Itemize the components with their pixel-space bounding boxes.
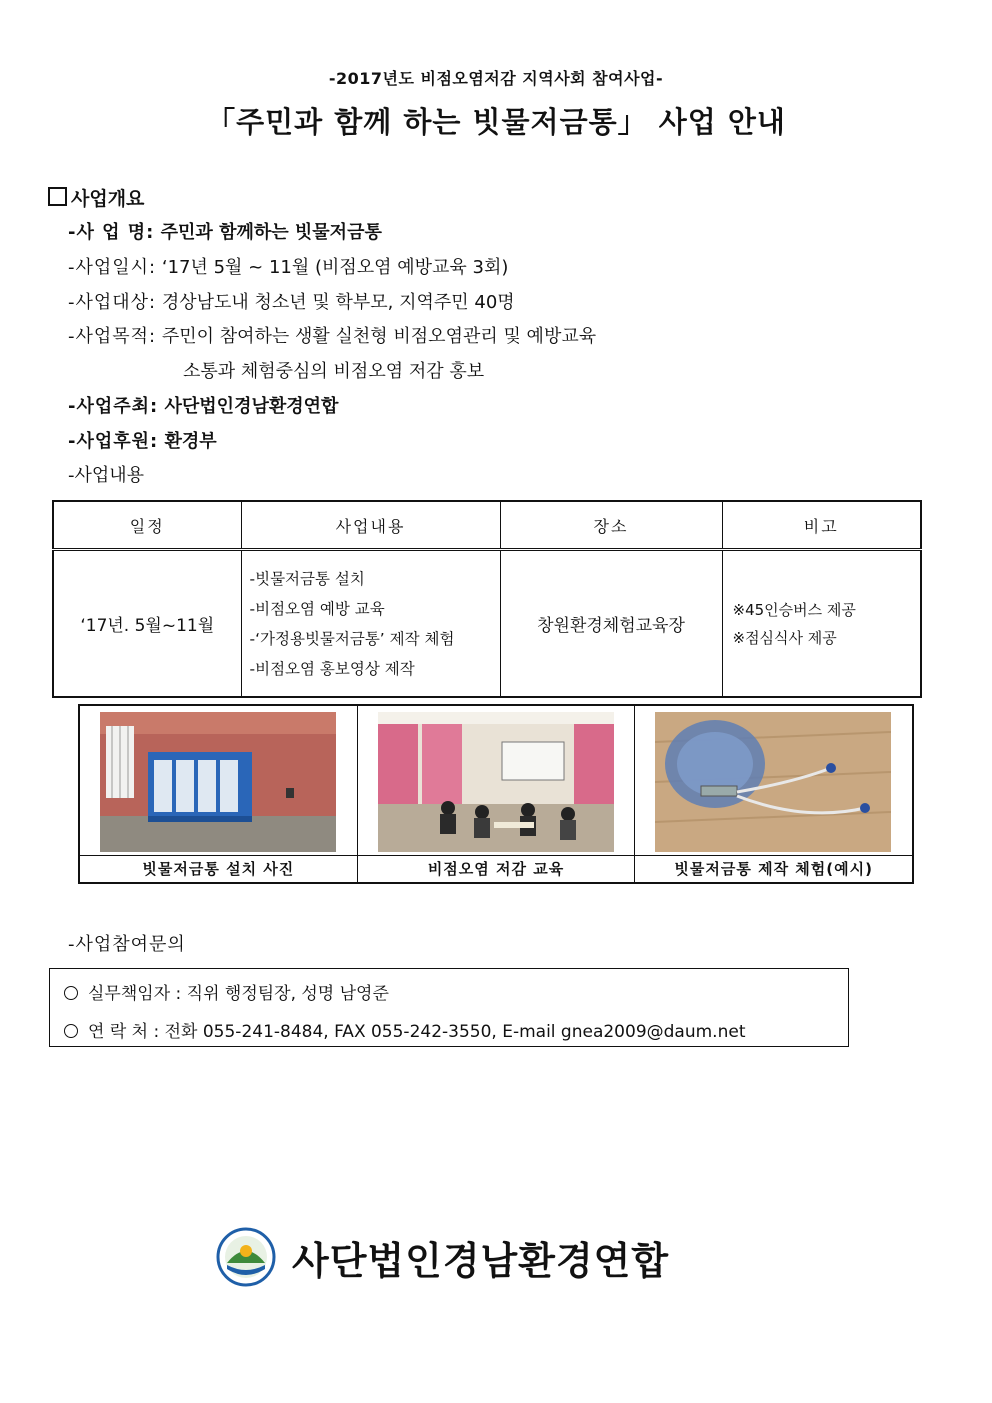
purpose-line-1: 주민이 참여하는 생활 실천형 비점오염관리 및 예방교육 — [161, 326, 597, 347]
overview-host-row — [68, 392, 338, 418]
photo-cell-education — [358, 706, 636, 882]
water-bottle-barrel-image — [655, 712, 891, 852]
photo-caption: 빗물저금통 설치 사진 — [142, 860, 295, 878]
organization-logo-icon — [216, 1227, 276, 1287]
content-item: -비점오염 홍보영상 제작 — [249, 659, 415, 678]
period-value: ‘17년 5월 ~ 11월 (비점오염 예방교육 3회) — [161, 257, 509, 278]
workshop-photo — [635, 706, 912, 856]
photo-cell-workshop — [635, 706, 912, 882]
schedule-table — [52, 500, 922, 698]
installation-photo — [80, 706, 357, 856]
inquiry-label: -사업참여문의 — [68, 934, 186, 955]
name-label: -사 업 명: — [68, 222, 155, 243]
contact-manager-row — [64, 979, 389, 1004]
rain-barrel-installation-image — [100, 712, 336, 852]
cell-date: ‘17년. 5월~11월 — [53, 550, 241, 698]
header-place: 장소 — [500, 501, 722, 550]
cell-place: 창원환경체험교육장 — [500, 550, 722, 698]
target-value: 경상남도내 청소년 및 학부모, 지역주민 40명 — [161, 292, 515, 313]
contact-phone-row — [64, 1017, 745, 1042]
overview-heading — [48, 184, 144, 211]
document-subtitle: -2017년도 비점오염저감 지역사회 참여사업- — [328, 69, 664, 88]
contact-phone-text: 연 락 처 : 전화 055-241-8484, FAX 055-242-3550, E-mail gnea2009@daum.net — [88, 1022, 746, 1042]
photo-cell-installation — [80, 706, 358, 882]
photo-caption: 빗물저금통 제작 체험(예시) — [674, 860, 873, 878]
note-item: ※45인승버스 제공 — [732, 600, 856, 619]
name-value: 주민과 함께하는 빗물저금통 — [160, 222, 382, 243]
header-date: 일정 — [53, 501, 241, 550]
contact-box — [49, 968, 849, 1047]
cell-note — [722, 550, 921, 698]
photo-table — [78, 704, 914, 884]
content-item: -비점오염 예방 교육 — [249, 599, 385, 618]
overview-sponsor-row — [68, 427, 217, 453]
document-title: 「주민과 함께 하는 빗물저금통」 사업 안내 — [206, 105, 786, 139]
schedule-header-row — [53, 501, 921, 550]
photo-caption: 비점오염 저감 교육 — [427, 860, 565, 878]
sponsor-value: 환경부 — [164, 431, 217, 452]
target-label: -사업대상: — [68, 292, 157, 313]
overview-name-row — [68, 218, 382, 244]
bullet-circle-icon — [64, 1024, 78, 1038]
note-item: ※점심식사 제공 — [732, 628, 837, 647]
organization-name: 사단법인경남환경연합 — [292, 1238, 670, 1283]
table-row — [53, 550, 921, 698]
classroom-education-image — [378, 712, 614, 852]
host-value: 사단법인경남환경연합 — [164, 396, 339, 417]
content-label: -사업내용 — [68, 465, 145, 486]
overview-period-row — [68, 253, 508, 279]
bullet-circle-icon — [64, 986, 78, 1000]
checkbox-square-icon — [48, 187, 67, 206]
contact-manager-text: 실무책임자 : 직위 행정팀장, 성명 남영준 — [88, 984, 389, 1004]
header-content: 사업내용 — [241, 501, 500, 550]
overview-target-row — [68, 288, 515, 314]
footer — [216, 1224, 669, 1290]
period-label: -사업일시: — [68, 257, 157, 278]
cell-content — [241, 550, 500, 698]
header-note: 비고 — [722, 501, 921, 550]
purpose-line-2: 소통과 체험중심의 비점오염 저감 홍보 — [183, 361, 485, 382]
content-item: -‘가정용빗물저금통’ 제작 체험 — [249, 629, 455, 648]
host-label: -사업주최: — [68, 396, 159, 417]
overview-purpose-row — [68, 322, 596, 348]
purpose-label: -사업목적: — [68, 326, 157, 347]
education-photo — [358, 706, 635, 856]
sponsor-label: -사업후원: — [68, 431, 159, 452]
overview-heading-text: 사업개요 — [71, 188, 145, 210]
content-item: -빗물저금통 설치 — [249, 569, 365, 588]
